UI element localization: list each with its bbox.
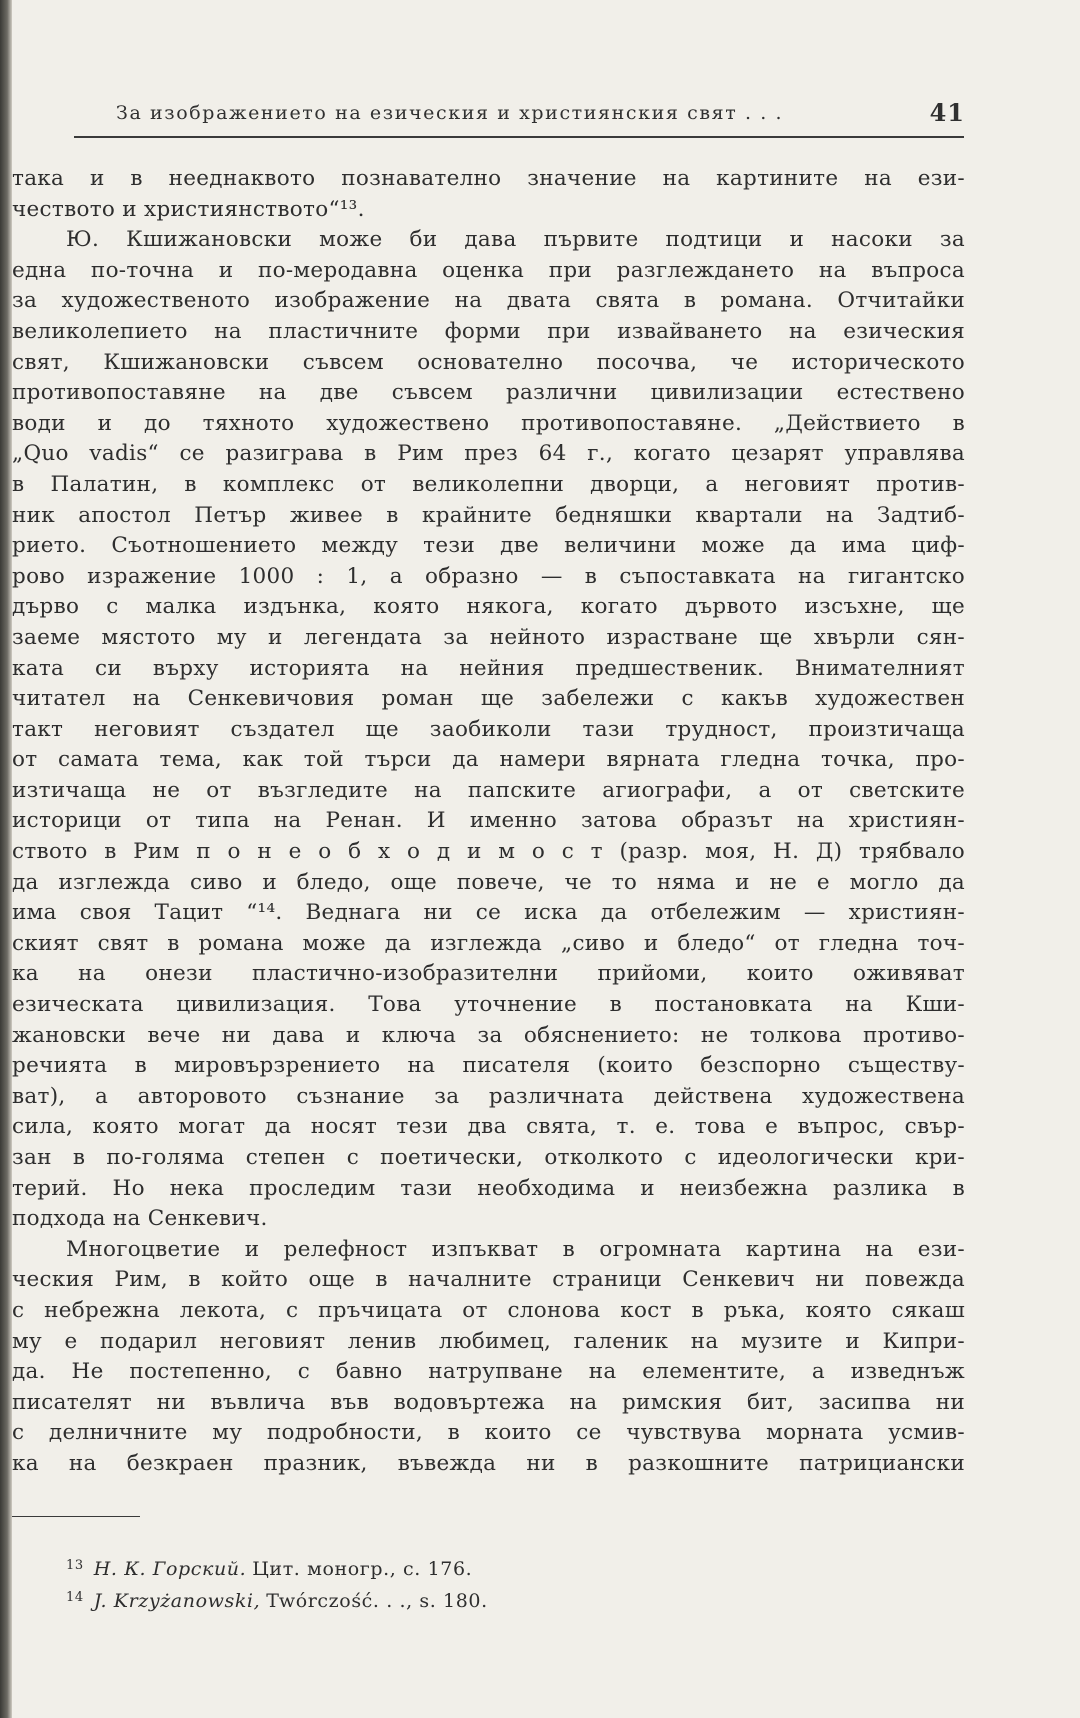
text-line: писателят ни въвлича във водовъртежа на римския бит, засипва ни	[12, 1389, 965, 1415]
text-line: ският свят в романа може да изглежда „сиво и бледо“ от гледна точ-	[12, 930, 965, 956]
text-line: ческия Рим, в който още в началните страници Сенкевич ни повежда	[12, 1267, 965, 1293]
body-text	[12, 164, 965, 1480]
text-line: такт неговият създател ще заобиколи тази трудност, произтичаща	[12, 716, 965, 742]
footnote-author: J. Krzyżanowski,	[93, 1590, 261, 1612]
text-line: великолепието на пластичните форми при извайването на езическия	[12, 318, 965, 344]
text-line: рово изражение 1000 : 1, а образно — в съпоставката на гигантско	[12, 563, 965, 589]
text-line: води и до тяхното художествено противопоставяне. „Действието в	[12, 410, 965, 436]
text-line: му е подарил неговият ленив любимец, галеник на музите и Кипри-	[12, 1328, 965, 1354]
footnote-text: Цит. моногр., с. 176.	[252, 1558, 473, 1580]
text-line: ват), а авторовото съзнание за различната действена художествена	[12, 1083, 965, 1109]
text-line: ка на безкраен празник, въвежда ни в разкошните патрициански	[12, 1450, 965, 1476]
text-line: терий. Но нека проследим тази необходима и неизбежна разлика в	[12, 1175, 965, 1201]
text-line: историци от типа на Ренан. И именно затова образът на християн-	[12, 808, 965, 834]
text-line: свят, Кшижановски съвсем основателно посочва, че историческото	[12, 349, 965, 375]
text-line: ството в Рим п о н е о б х о д и м о с т (разр. моя, Н. Д) трябвало	[12, 839, 965, 865]
text-line: Многоцветие и релефност изпъкват в огромната картина на ези-	[66, 1236, 965, 1262]
footnote-number: 14	[66, 1590, 84, 1605]
text-line: чеството и християнството“¹³.	[12, 196, 365, 222]
text-line: рието. Съотношението между тези две величини може да има циф-	[12, 533, 965, 559]
text-line: от самата тема, как той търси да намери вярната гледна точка, про-	[12, 747, 965, 773]
footnote-number: 13	[66, 1558, 84, 1573]
text-line: дърво с малка издънка, която някога, когато дървото изсъхне, ще	[12, 594, 965, 620]
text-line: подхода на Сенкевич.	[12, 1206, 268, 1232]
page-header	[60, 98, 965, 138]
text-line: речията в мировързрението на писателя (които безспорно съществу-	[12, 1053, 965, 1079]
text-line: читател на Сенкевичовия роман ще забележи с какъв художествен	[12, 686, 965, 712]
text-line: в Палатин, в комплекс от великолепни дворци, а неговият против-	[12, 471, 965, 497]
text-line: една по-точна и по-меродавна оценка при разглеждането на въпроса	[12, 257, 965, 283]
text-line: изтичаща не от възгледите на папските агиографи, а от светските	[12, 777, 965, 803]
footnote	[66, 1582, 946, 1614]
text-line: с делничните му подробности, в които се чувствува морната усмив-	[12, 1420, 965, 1446]
text-line: има своя Тацит “¹⁴. Веднага ни се иска да отбележим — християн-	[12, 900, 965, 926]
text-line: „Quo vadis“ се разиграва в Рим през 64 г., когато цезарят управлява	[12, 441, 965, 467]
footnotes	[66, 1550, 946, 1614]
text-line: да изглежда сиво и бледо, още повече, че то няма и не е могло да	[12, 869, 965, 895]
book-binding-edge	[0, 0, 12, 1718]
text-line: зан в по-голяма степен с поетически, отколкото с идеологически кри-	[12, 1145, 965, 1170]
footnote-rule	[12, 1516, 140, 1517]
footnote-text: Twórczość. . ., s. 180.	[266, 1590, 488, 1612]
text-line: ката си върху историята на нейния предшественик. Внимателният	[12, 655, 965, 681]
page-number: 41	[929, 98, 965, 127]
text-line: противопоставяне на две съвсем различни цивилизации естествено	[12, 380, 965, 406]
text-line: така и в нееднаквото познавателно значение на картините на ези-	[12, 166, 965, 191]
text-line: с небрежна лекота, с пръчицата от слонова кост в ръка, която сякаш	[12, 1297, 965, 1323]
header-rule	[74, 136, 964, 138]
footnote	[66, 1550, 946, 1582]
text-line: сила, която могат да носят тези два свята, т. е. това е въпрос, свър-	[12, 1114, 965, 1140]
text-line: ка на онези пластично-изобразителни прийоми, които оживяват	[12, 961, 965, 987]
text-line: ник апостол Петър живее в крайните бедняшки квартали на Задтиб-	[12, 502, 965, 528]
footnote-author: Н. К. Горский.	[93, 1558, 247, 1580]
text-line: за художественото изображение на двата свята в романа. Отчитайки	[12, 288, 965, 314]
text-line: езическата цивилизация. Това уточнение в постановката на Кши-	[12, 992, 965, 1018]
text-line: заеме мястото му и легендата за нейното израстване ще хвърли сян-	[12, 624, 965, 650]
running-title: За изображението на езическия и християнския свят . . .	[116, 102, 784, 124]
text-line: жановски вече ни дава и ключа за обяснението: не толкова противо-	[12, 1022, 965, 1048]
text-line: да. Не постепенно, с бавно натрупване на елементите, а изведнъж	[12, 1359, 965, 1385]
text-line: Ю. Кшижановски може би дава първите подтици и насоки за	[66, 227, 965, 253]
